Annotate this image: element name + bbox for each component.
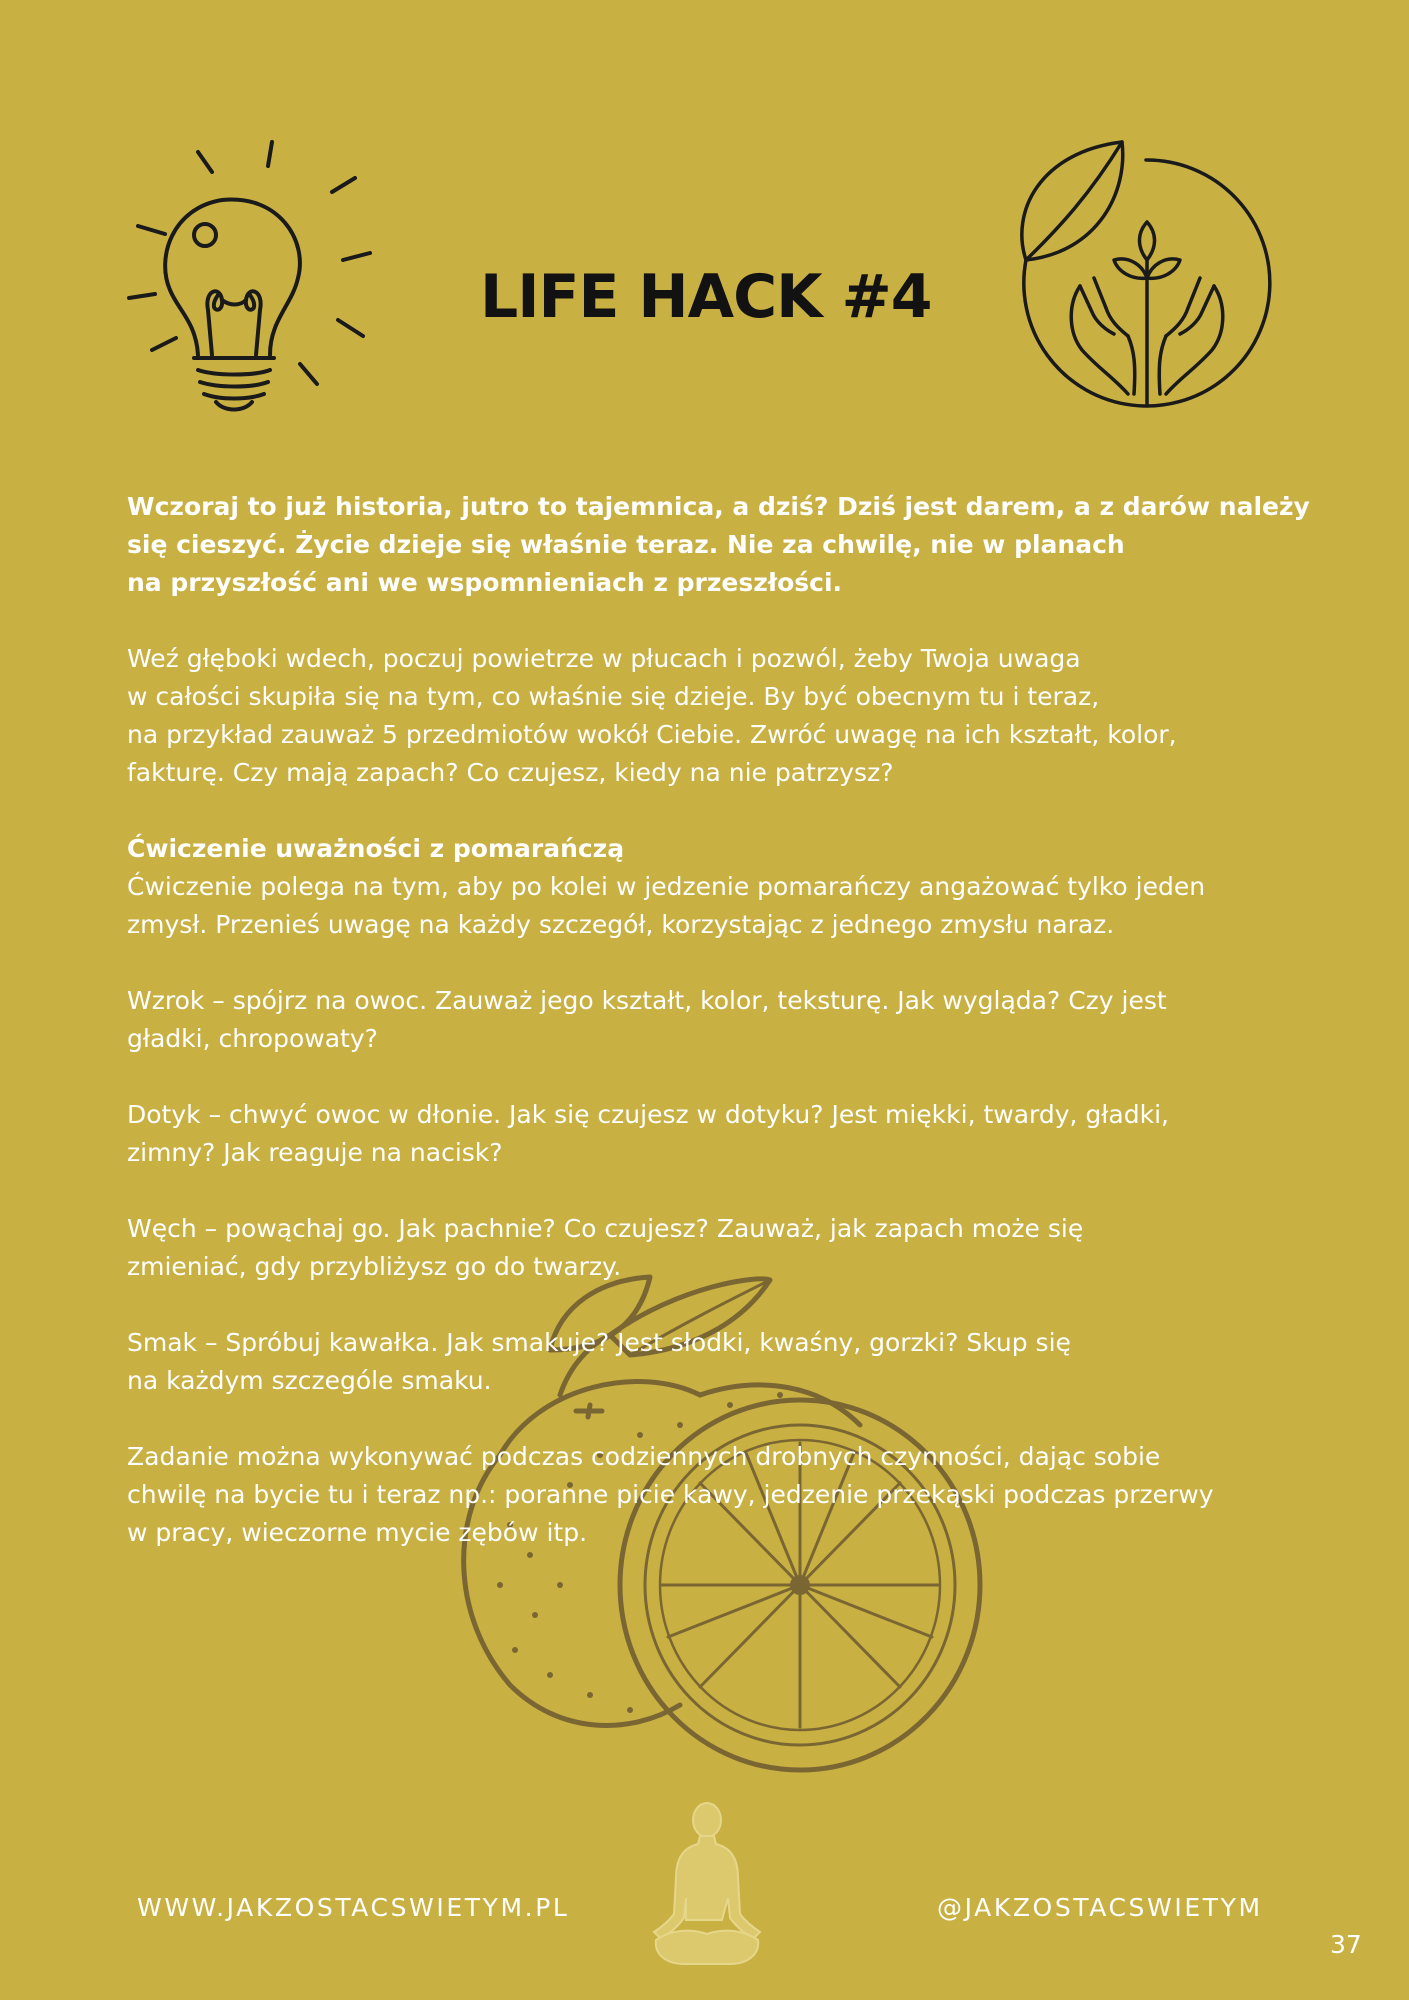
exercise-heading: Ćwiczenie uważności z pomarańczą — [127, 834, 625, 863]
body-text — [127, 488, 1310, 1552]
intro-paragraph: Wczoraj to już historia, jutro to tajemnica, a dziś? Dziś jest darem, a z darów należy się cieszyć. Życie dzieje się właśnie teraz. Nie za chwilę, nie w planach na przyszłość ani we wspomnieniach z przeszłości. — [127, 492, 1310, 597]
page-title: LIFE HACK #4 — [480, 262, 932, 332]
exercise-section: Ćwiczenie uważności z pomarańczą Ćwiczenie polega na tym, aby po kolei w jedzenie pomarańczy angażować tylko jeden zmysł. Przenieś uwagę na każdy szczegół, korzystając z jednego zmysłu naraz. — [127, 830, 1287, 944]
sense-smell-paragraph: Węch – powąchaj go. Jak pachnie? Co czujesz? Zauważ, jak zapach może się zmieniać, gdy przybliżysz go do twarzy. — [127, 1214, 1084, 1281]
hands-plant-icon — [1010, 132, 1282, 414]
meditation-icon — [650, 1798, 765, 1973]
page-number: 37 — [1330, 1930, 1362, 1959]
sense-touch-paragraph: Dotyk – chwyć owoc w dłonie. Jak się czujesz w dotyku? Jest miękki, twardy, gładki, zimny? Jak reaguje na nacisk? — [127, 1100, 1169, 1167]
website-link[interactable]: WWW.JAKZOSTACSWIETYM.PL — [137, 1893, 570, 1922]
closing-paragraph: Zadanie można wykonywać podczas codziennych drobnych czynności, dając sobie chwilę na bycie tu i teraz np.: poranne picie kawy, jedzenie przekąski podczas przerwy w pracy, wieczorne mycie zębów itp. — [127, 1442, 1214, 1547]
social-handle[interactable]: @JAKZOSTACSWIETYM — [937, 1893, 1263, 1922]
sense-sight-paragraph: Wzrok – spójrz na owoc. Zauważ jego kształt, kolor, teksturę. Jak wygląda? Czy jest gładki, chropowaty? — [127, 986, 1167, 1053]
breathing-paragraph: Weź głęboki wdech, poczuj powietrze w płucach i pozwól, żeby Twoja uwaga w całości skupiła się na tym, co właśnie się dzieje. By być obecnym tu i teraz, na przykład zauważ 5 przedmiotów wokół Ciebie. Zwróć uwagę na ich kształt, kolor, fakturę. Czy mają zapach? Co czujesz, kiedy na nie patrzysz? — [127, 644, 1177, 787]
sense-taste-paragraph: Smak – Spróbuj kawałka. Jak smakuje? Jest słodki, kwaśny, gorzki? Skup się na każdym szczególe smaku. — [127, 1328, 1071, 1395]
lightbulb-icon — [120, 130, 380, 420]
